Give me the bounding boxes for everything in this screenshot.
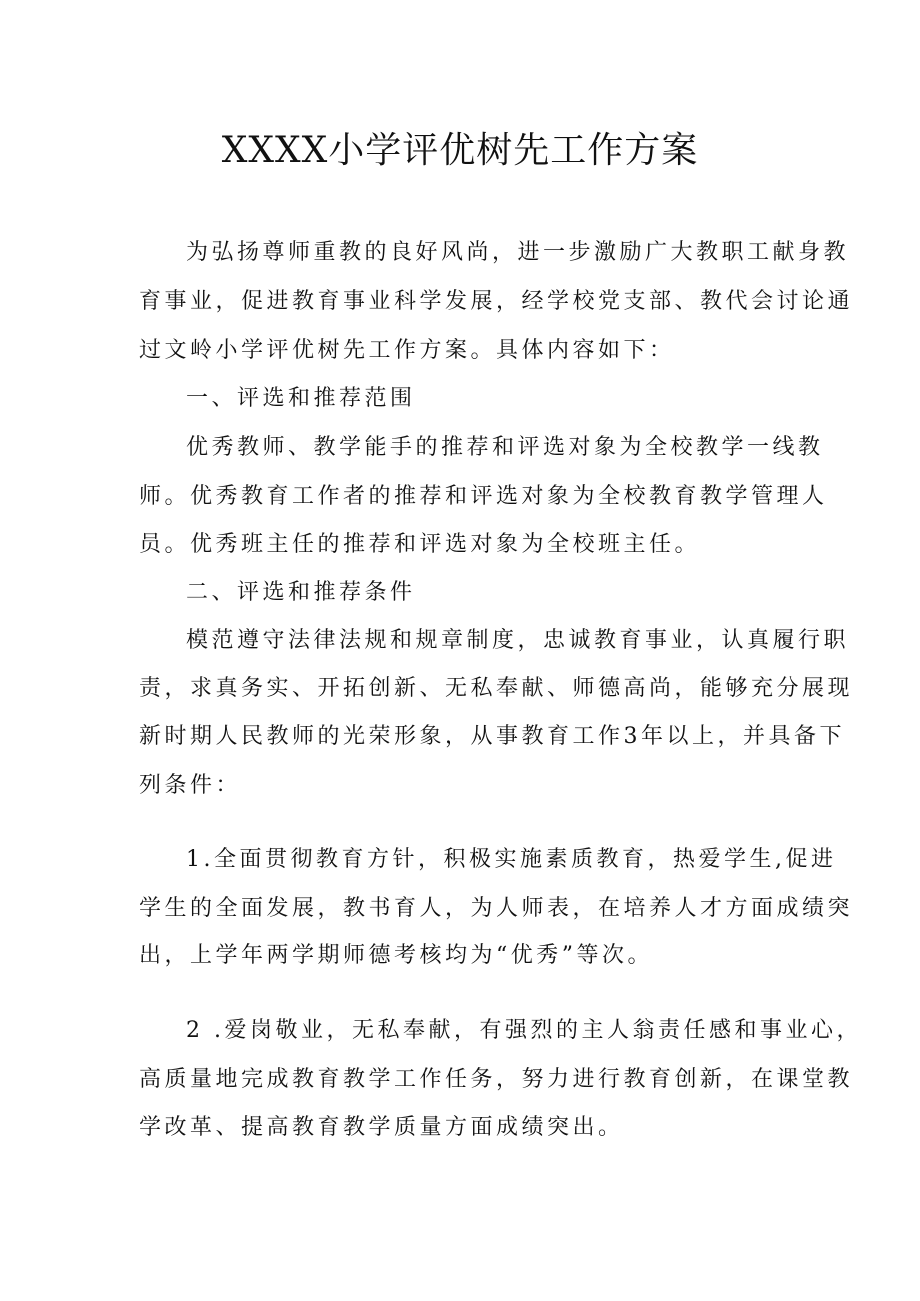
section-heading: 一、评选和推荐范围: [186, 386, 416, 411]
paragraph-line: 优秀教师、教学能手的推荐和评选对象为全校教学一线教: [186, 435, 824, 460]
paragraph-line: 育事业，促进教育事业科学发展，经学校党支部、教代会讨论通: [139, 289, 854, 314]
document-title: XXXX小学评优树先工作方案: [221, 130, 699, 171]
list-item-line: 高质量地完成教育教学工作任务，努力进行教育创新，在课堂教: [139, 1067, 854, 1092]
paragraph-line: 员。优秀班主任的推荐和评选对象为全校班主任。: [139, 532, 701, 557]
paragraph-line: 新时期人民教师的光荣形象，从事教育工作3年以上，并具备下: [139, 724, 845, 749]
paragraph-line: 责，求真务实、开拓创新、无私奉献、师德高尚，能够充分展现: [139, 676, 854, 701]
paragraph-line: 师。优秀教育工作者的推荐和评选对象为全校教育教学管理人: [139, 484, 828, 509]
list-item-line: 1.全面贯彻教育方针，积极实施素质教育，热爱学生,促进: [186, 847, 837, 872]
paragraph-line: 过文岭小学评优树先工作方案。具体内容如下：: [139, 338, 675, 363]
list-item-line: 2 .爱岗敬业，无私奉献，有强烈的主人翁责任感和事业心，: [186, 1018, 862, 1043]
paragraph-line: 模范遵守法律法规和规章制度，忠诚教育事业，认真履行职: [186, 628, 850, 653]
paragraph-line: 为弘扬尊师重教的良好风尚，进一步激励广大教职工献身教: [186, 240, 850, 265]
paragraph-line: 列条件：: [139, 773, 242, 798]
list-item-line: 学生的全面发展，教书育人，为人师表，在培养人才方面成绩突: [139, 896, 854, 921]
list-item-line: 学改革、提高教育教学质量方面成绩突出。: [139, 1115, 624, 1140]
list-item-line: 出，上学年两学期师德考核均为“优秀”等次。: [139, 943, 653, 968]
section-heading: 二、评选和推荐条件: [186, 580, 416, 605]
